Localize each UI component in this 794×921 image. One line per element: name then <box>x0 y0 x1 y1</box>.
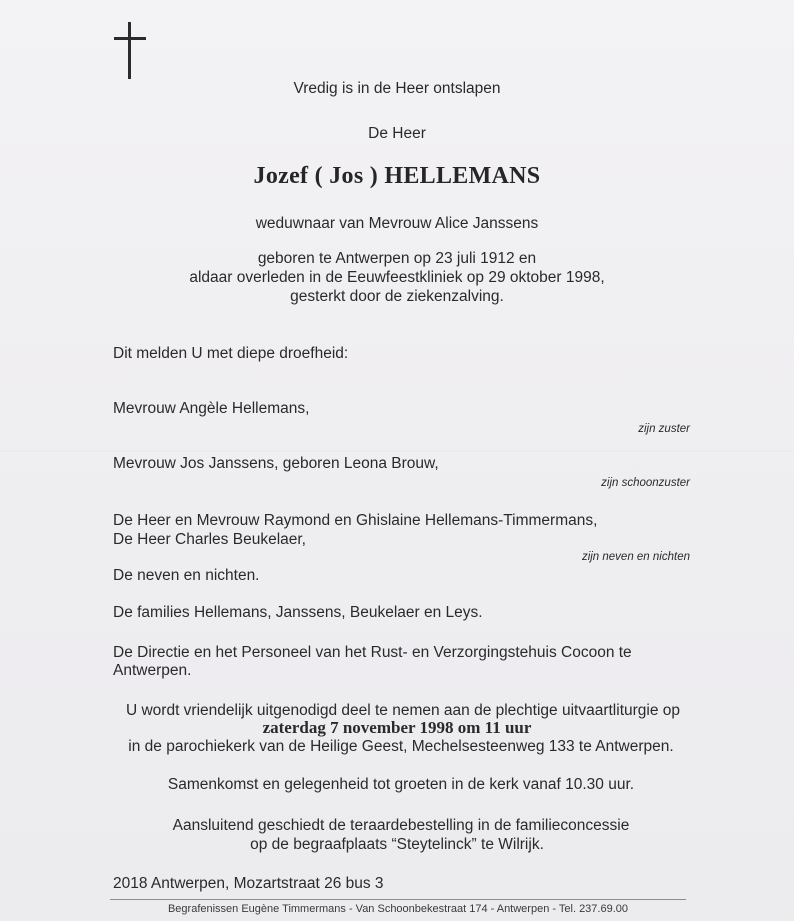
widower-line: weduwnaar van Mevrouw Alice Janssens <box>255 215 539 232</box>
intro-text: Vredig is in de Heer ontslapen <box>293 80 501 97</box>
burial-line: op de begraafplaats “Steytelinck” te Wilrijk. <box>250 836 544 853</box>
mourner-relation: zijn schoonzuster <box>601 477 690 489</box>
birth-line: geboren te Antwerpen op 23 juli 1912 en <box>257 250 537 267</box>
printer-credit: Begrafenissen Eugène Timmermans - Van Schoonbekestraat 174 - Antwerpen - Tel. 237.69.00 <box>167 903 629 915</box>
deceased-name: Jozef ( Jos ) HELLEMANS <box>253 163 541 189</box>
invitation-line: in de parochiekerk van de Heilige Geest, Mechelsesteenweg 133 te Antwerpen. <box>128 738 674 755</box>
burial-line: Aansluitend geschiedt de teraardebestelling in de familieconcessie <box>172 817 630 834</box>
directorate-line: De Directie en het Personeel van het Rust- en Verzorgingstehuis Cocoon te <box>113 644 632 661</box>
mourner-name: De Heer en Mevrouw Raymond en Ghislaine Hellemans-Timmermans, <box>113 512 598 529</box>
gathering-line: Samenkomst en gelegenheid tot groeten in de kerk vanaf 10.30 uur. <box>167 776 635 793</box>
nephews-line: De neven en nichten. <box>113 567 260 584</box>
mourner-name: Mevrouw Jos Janssens, geboren Leona Brouw, <box>113 455 439 472</box>
directorate-line: Antwerpen. <box>113 662 192 679</box>
honorific: De Heer <box>368 125 426 142</box>
footer-divider <box>110 899 686 900</box>
cross-vertical-bar <box>128 22 131 79</box>
families-line: De families Hellemans, Janssens, Beukelaer en Leys. <box>113 604 483 621</box>
mourner-relation: zijn neven en nichten <box>581 551 690 563</box>
announcement-line: Dit melden U met diepe droefheid: <box>113 345 349 362</box>
paper-fold <box>0 451 794 453</box>
mourner-relation: zijn zuster <box>638 423 690 435</box>
death-line: aldaar overleden in de Eeuwfeestkliniek op 29 oktober 1998, <box>189 269 605 286</box>
family-address: 2018 Antwerpen, Mozartstraat 26 bus 3 <box>113 875 384 892</box>
mourner-name: De Heer Charles Beukelaer, <box>113 531 306 548</box>
sacrament-line: gesterkt door de ziekenzalving. <box>290 288 504 305</box>
mourner-name: Mevrouw Angèle Hellemans, <box>113 400 310 417</box>
invitation-line: U wordt vriendelijk uitgenodigd deel te nemen aan de plechtige uitvaartliturgie op <box>125 702 681 719</box>
funeral-date: zaterdag 7 november 1998 om 11 uur <box>262 718 532 737</box>
cross-horizontal-bar <box>114 37 146 40</box>
